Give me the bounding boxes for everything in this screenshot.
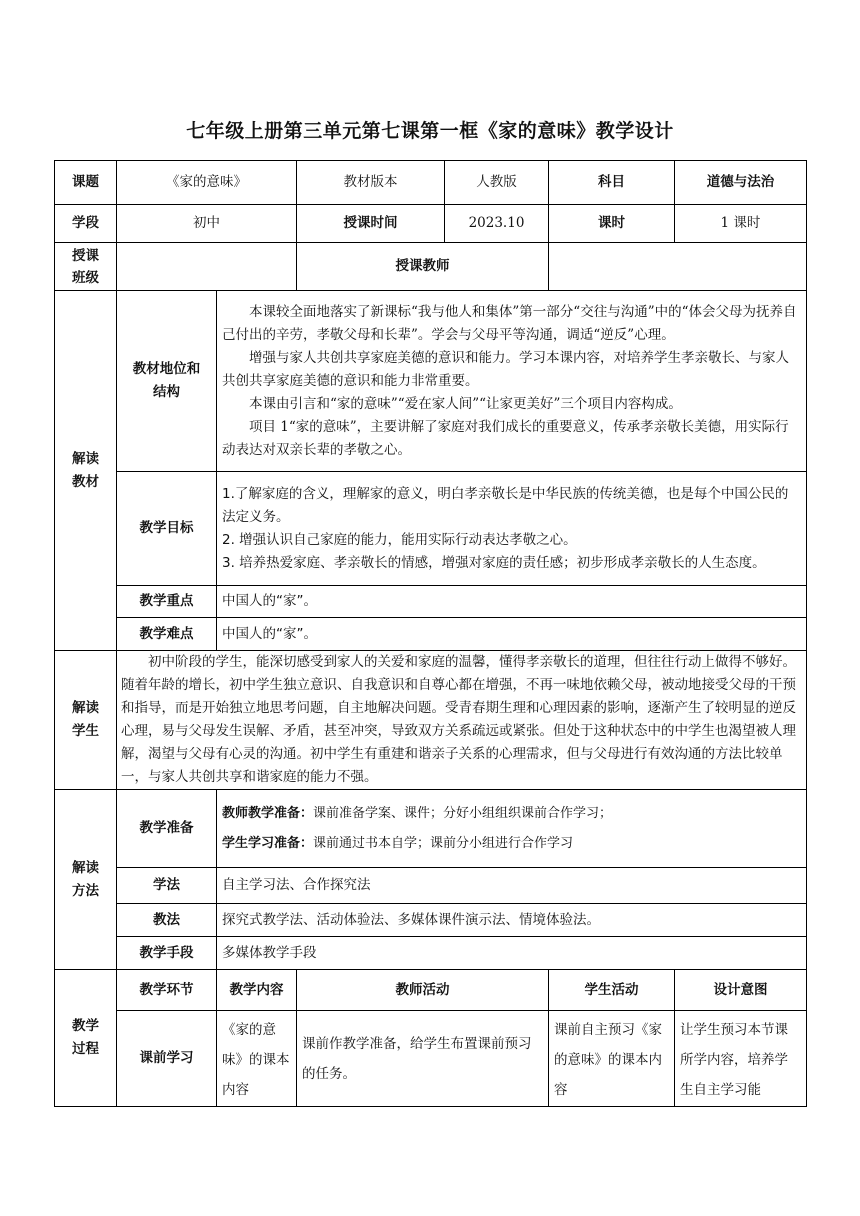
key-label: 教学重点: [117, 586, 217, 618]
material-difficult-row: [55, 618, 807, 651]
position-para: 项目 1“家的意味”，主要讲解了家庭对我们成长的重要意义，传承孝亲敬长美德，用实际行动表达对双亲长辈的孝敬之心。: [222, 418, 789, 458]
process-stage: 课前学习: [117, 1011, 217, 1107]
topic-label: 课题: [55, 161, 117, 205]
teacher-value: [549, 243, 807, 291]
process-intent: 让学生预习本节课所学内容，培养学生自主学习能: [675, 1011, 807, 1107]
edition-label: 教材版本: [297, 161, 445, 205]
position-para: 本课较全面地落实了新课标“我与他人和集体”第一部分“交往与沟通”中的“体会父母为抚养自己付出的辛劳，孝敬父母和长辈”。学会与父母平等沟通，调适“逆反”心理。: [222, 303, 797, 343]
process-section-text: 教学过程: [72, 1018, 99, 1057]
process-header-row: [55, 970, 807, 1011]
method-prep-row: [55, 790, 807, 868]
study-value: 自主学习法、合作探究法: [217, 868, 807, 904]
position-content: [217, 291, 807, 472]
teacher-prep-label: 教师教学准备：: [222, 805, 314, 821]
lesson-plan-table: [54, 160, 807, 1107]
position-label: [117, 291, 217, 472]
topic-value: 《家的意味》: [117, 161, 297, 205]
difficult-value: 中国人的“家”。: [217, 618, 807, 651]
edition-value: 人教版: [445, 161, 549, 205]
student-prep-label: 学生学习准备：: [222, 835, 314, 851]
method-means-row: [55, 937, 807, 970]
process-student: 课前自主预习《家的意味》的课本内容: [549, 1011, 675, 1107]
study-label: 学法: [117, 868, 217, 904]
teach-label: 教法: [117, 904, 217, 937]
method-teach-row: [55, 904, 807, 937]
material-position-row: [55, 291, 807, 472]
goals-content: [217, 472, 807, 586]
material-key-row: [55, 586, 807, 618]
stage-value: 初中: [117, 205, 297, 243]
process-teacher: 课前作教学准备，给学生布置课前预习的任务。: [297, 1011, 549, 1107]
method-study-row: [55, 868, 807, 904]
student-prep-line: [222, 829, 801, 859]
time-label: 授课时间: [297, 205, 445, 243]
process-content: 《家的意味》的课本内容: [217, 1011, 297, 1107]
prep-content: [217, 790, 807, 868]
prep-label: 教学准备: [117, 790, 217, 868]
teacher-prep-line: [222, 799, 801, 829]
difficult-label: 教学难点: [117, 618, 217, 651]
subject-label: 科目: [549, 161, 675, 205]
process-col-content: 教学内容: [217, 970, 297, 1011]
header-row-topic: [55, 161, 807, 205]
document-title: 七年级上册第三单元第七课第一框《家的意味》教学设计: [186, 120, 674, 142]
material-section: [55, 291, 117, 651]
header-row-stage: [55, 205, 807, 243]
process-col-intent: 设计意图: [675, 970, 807, 1011]
process-col-stage: 教学环节: [117, 970, 217, 1011]
stage-label: 学段: [55, 205, 117, 243]
header-row-class: [55, 243, 807, 291]
key-value: 中国人的“家”。: [217, 586, 807, 618]
material-section-text: 解读教材: [72, 450, 99, 490]
class-value: [117, 243, 297, 291]
means-label: 教学手段: [117, 937, 217, 970]
goal-item: 3. 培养热爱家庭、孝亲敬长的情感，增强对家庭的责任感；初步形成孝亲敬长的人生态度。: [222, 554, 766, 571]
class-label-text: 授课班级: [72, 247, 99, 286]
time-value: 2023.10: [445, 205, 549, 243]
students-row: [55, 651, 807, 790]
process-section: [55, 970, 117, 1107]
process-row: [55, 1011, 807, 1107]
students-content: [117, 651, 807, 790]
hours-value: 1 课时: [675, 205, 807, 243]
position-para: 本课由引言和“家的意味”“爱在家人间”“让家更美好”三个项目内容构成。: [249, 395, 682, 412]
teach-value: 探究式教学法、活动体验法、多媒体课件演示法、情境体验法。: [217, 904, 807, 937]
teacher-label: 授课教师: [297, 243, 549, 291]
process-col-teacher: 教师活动: [297, 970, 549, 1011]
students-text: 初中阶段的学生，能深切感受到家人的关爱和家庭的温馨，懂得孝亲敬长的道理，但往往行动上做得不够好。随着年龄的增长，初中学生独立意识、自我意识和自尊心都在增强，不再一味地依赖父母，被动地接受父母的干预和指导，而是开始独立地思考问题，自主地解决问题。受青春期生理和心理因素的影响，逐渐产生了较明显的逆反心理，易与父母发生误解、矛盾，甚至冲突，导致双方关系疏远或紧张。但处于这种状态中的中学生也渴望被人理解，渴望与父母有心灵的沟通。初中学生有重建和谐亲子关系的心理需求，但与父母进行有效沟通的方法比较单一，与家人共创共享和谐家庭的能力不强。: [121, 654, 796, 785]
material-goals-row: [55, 472, 807, 586]
students-section-text: 解读学生: [72, 700, 99, 739]
subject-value: 道德与法治: [675, 161, 807, 205]
process-col-student: 学生活动: [549, 970, 675, 1011]
position-para: 增强与家人共创共享家庭美德的意识和能力。学习本课内容，对培养学生孝亲敬长、与家人共创共享家庭美德的意识和能力非常重要。: [222, 349, 789, 389]
student-prep-text: 课前通过书本自学；课前分小组进行合作学习: [313, 835, 574, 851]
position-label-text: 教材地位和结构: [132, 361, 201, 400]
class-label: [55, 243, 117, 291]
teacher-prep-text: 课前准备学案、课件；分好小组组织课前合作学习；: [313, 805, 613, 821]
goal-item: 1.了解家庭的含义，理解家的意义，明白孝亲敬长是中华民族的传统美德，也是每个中国公民的法定义务。: [222, 485, 789, 525]
method-section: [55, 790, 117, 970]
students-section: [55, 651, 117, 790]
hours-label: 课时: [549, 205, 675, 243]
goals-label: 教学目标: [117, 472, 217, 586]
means-value: 多媒体教学手段: [217, 937, 807, 970]
method-section-text: 解读方法: [72, 859, 99, 899]
goal-item: 2. 增强认识自己家庭的能力，能用实际行动表达孝敬之心。: [222, 531, 577, 548]
